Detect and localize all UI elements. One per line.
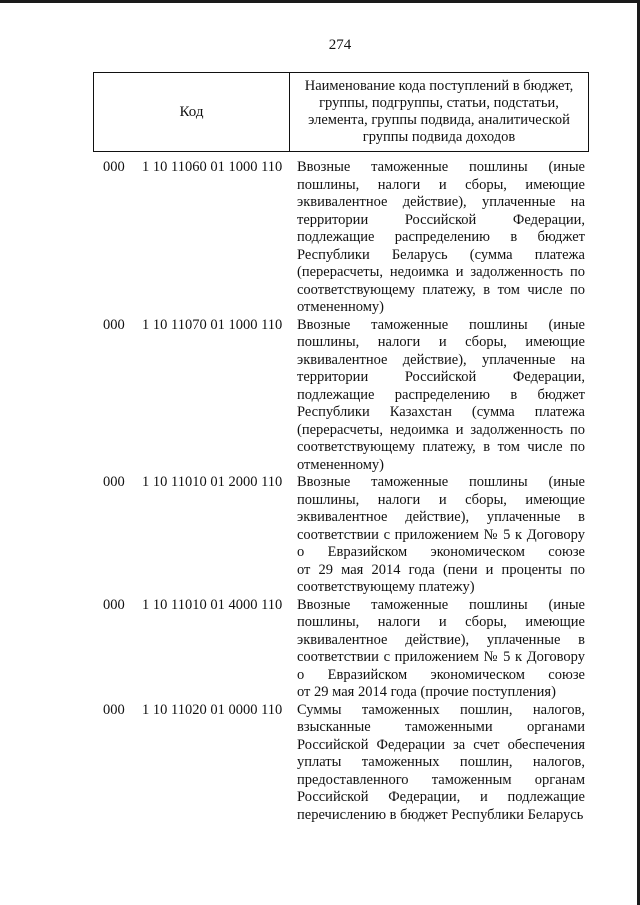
header-name-label: Наименование кода поступлений в бюджет, группы, подгруппы, статьи, подстатьи, элемента, группы подвида, аналитической группы подвида доходов (304, 78, 574, 145)
description-line: взысканные таможенными органами (297, 719, 585, 735)
description-line: отмененному) (297, 299, 384, 315)
admin-code: 000 (103, 701, 125, 718)
admin-code: 000 (103, 159, 125, 175)
description-line: соответствующему платежу, в том числе по (297, 281, 585, 298)
description-line: соответствии с приложением № 5 к Договору (297, 526, 585, 543)
description-line: уплаты таможенных пошлин, налогов, (297, 754, 585, 770)
description-line: о Евразийском экономическом союзе (297, 666, 585, 683)
table-row (0, 474, 640, 597)
description-line: Российской Федерации, и подлежащие (297, 789, 585, 805)
description-line: (перерасчеты, недоимка и задолженность по (297, 421, 585, 438)
table-row (0, 702, 640, 825)
description-line: Республики Беларусь (сумма платежа (297, 246, 585, 263)
description-line: Ввозные таможенные пошлины (иные (297, 316, 585, 333)
revenue-description (297, 702, 585, 825)
description-line: подлежащие распределению в бюджет (297, 229, 585, 245)
description-line: соответствующему платежу, в том числе по (297, 439, 585, 455)
description-line: пошлины, налоги и сборы, имеющие (297, 614, 585, 630)
description-line: пошлины, налоги и сборы, имеющие (297, 491, 585, 508)
description-line: соответствующему платежу) (297, 579, 475, 595)
description-line: от 29 мая 2014 года (пени и проценты по (297, 561, 585, 578)
description-line: предоставленного таможенным органам (297, 771, 585, 788)
description-line: эквивалентное действие), уплаченные в (297, 631, 585, 648)
revenue-description (297, 597, 585, 702)
description-line: от 29 мая 2014 года (прочие поступления) (297, 684, 556, 700)
description-line: Ввозные таможенные пошлины (иные (297, 159, 585, 175)
admin-code: 000 (103, 474, 125, 490)
page-number: 274 (328, 37, 352, 53)
description-line: территории Российской Федерации, (297, 211, 585, 228)
revenue-code: 1 10 11020 01 0000 110 (142, 701, 283, 718)
description-line: соответствии с приложением № 5 к Договору (297, 649, 585, 665)
table-row (0, 159, 640, 317)
description-line: перечислению в бюджет Республики Беларусь (297, 806, 584, 823)
revenue-code: 1 10 11070 01 1000 110 (142, 316, 283, 333)
revenue-description (297, 159, 585, 317)
header-code-label: Код (179, 103, 204, 120)
table-row (0, 597, 640, 702)
admin-code: 000 (103, 316, 125, 333)
description-line: Ввозные таможенные пошлины (иные (297, 596, 585, 613)
admin-code: 000 (103, 596, 125, 613)
revenue-code: 1 10 11060 01 1000 110 (142, 159, 283, 175)
description-line: территории Российской Федерации, (297, 369, 585, 385)
description-line: Ввозные таможенные пошлины (иные (297, 474, 585, 490)
description-line: подлежащие распределению в бюджет (297, 386, 585, 403)
description-line: Республики Казахстан (сумма платежа (297, 404, 585, 420)
description-line: (перерасчеты, недоимка и задолженность по (297, 264, 585, 280)
revenue-code: 1 10 11010 01 2000 110 (142, 474, 283, 490)
revenue-description (297, 474, 585, 597)
description-line: Российской Федерации за счет обеспечения (297, 736, 585, 753)
description-line: о Евразийском экономическом союзе (297, 544, 585, 560)
table-row (0, 317, 640, 475)
description-line: эквивалентное действие), уплаченные на (297, 351, 585, 368)
table-header (93, 72, 589, 152)
description-line: пошлины, налоги и сборы, имеющие (297, 176, 585, 193)
description-line: отмененному) (297, 456, 384, 473)
revenue-description (297, 317, 585, 475)
description-line: эквивалентное действие), уплаченные на (297, 194, 585, 210)
description-line: пошлины, налоги и сборы, имеющие (297, 334, 585, 350)
description-line: Суммы таможенных пошлин, налогов, (297, 701, 585, 718)
revenue-code: 1 10 11010 01 4000 110 (142, 596, 283, 613)
scan-edge-top (0, 0, 640, 3)
description-line: эквивалентное действие), уплаченные в (297, 509, 585, 525)
code-table-body (0, 159, 640, 824)
